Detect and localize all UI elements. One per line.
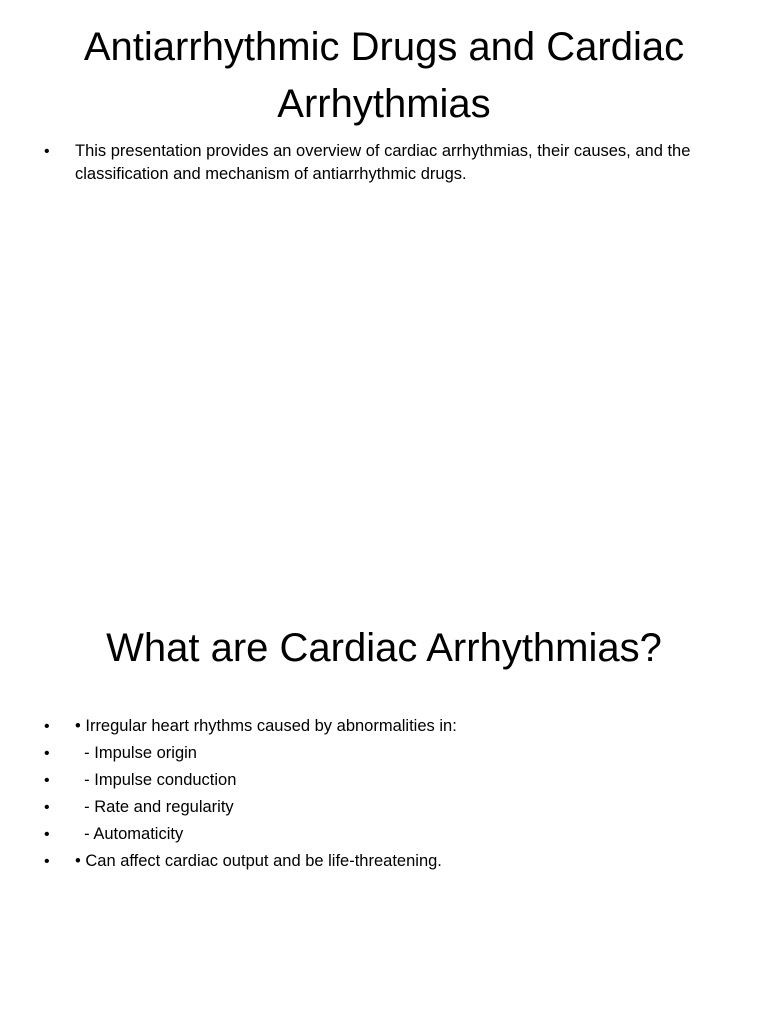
bullet-item	[0, 821, 768, 848]
bullet-text: • Irregular heart rhythms caused by abnormalities in:	[75, 717, 457, 735]
bullet-text: This presentation provides an overview of cardiac arrhythmias, their causes, and the classification and mechanism of antiarrhythmic drugs.	[75, 142, 691, 183]
bullet-text: - Impulse origin	[75, 744, 197, 762]
bullet-item	[0, 848, 768, 875]
bullet-icon: •	[44, 143, 50, 160]
bullet-icon: •	[44, 799, 50, 816]
slide-2	[0, 576, 768, 1024]
bullet-text: - Automaticity	[75, 825, 184, 843]
bullet-text: - Impulse conduction	[75, 771, 237, 789]
slide-title: Antiarrhythmic Drugs and Cardiac Arrhythmias	[83, 25, 685, 126]
bullet-icon: •	[44, 772, 50, 789]
bullet-text: • Can affect cardiac output and be life-threatening.	[75, 852, 442, 870]
bullet-item	[0, 794, 768, 821]
bullet-item	[0, 713, 768, 740]
bullet-icon: •	[44, 745, 50, 762]
bullet-item	[0, 140, 768, 186]
bullet-item	[0, 767, 768, 794]
bullet-list	[0, 140, 768, 186]
bullet-icon: •	[44, 853, 50, 870]
bullet-list	[0, 713, 768, 875]
bullet-item	[0, 740, 768, 767]
bullet-text: - Rate and regularity	[75, 798, 234, 816]
bullet-icon: •	[44, 826, 50, 843]
slide-title: What are Cardiac Arrhythmias?	[106, 626, 662, 670]
bullet-icon: •	[44, 718, 50, 735]
